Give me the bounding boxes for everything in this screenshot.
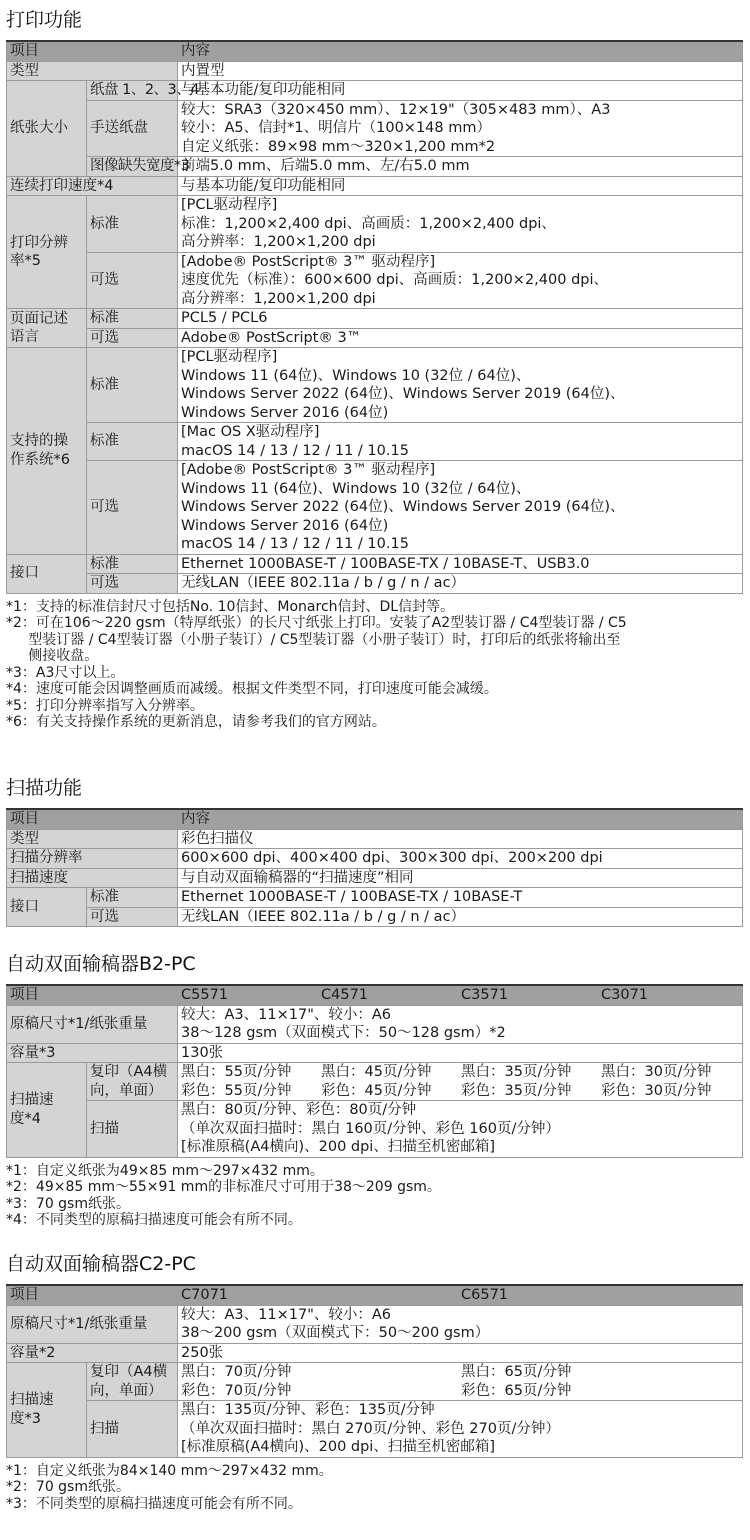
- row-label: 连续打印速度*4: [7, 176, 178, 196]
- scan-title: 扫描功能: [6, 777, 83, 799]
- print-title: 打印功能: [6, 9, 83, 31]
- sub-label: 图像缺失宽度*3: [87, 157, 178, 177]
- print-section: [6, 8, 743, 731]
- header-item: 项目: [7, 41, 178, 61]
- table-row: [7, 1005, 743, 1043]
- row-label: 支持的操 作系统*6: [7, 348, 87, 555]
- sub-label: 可选: [87, 252, 178, 309]
- row-value: PCL5 / PCL6: [178, 309, 743, 329]
- footnote: *3：A3尺寸以上。: [6, 664, 125, 681]
- c2-section: [6, 1252, 743, 1512]
- row-value: 较大：A3、11×17"、较小：A6 38～128 gsm（双面模式下：50～128 gsm）*2: [178, 1005, 743, 1043]
- row-value: 600×600 dpi、400×400 dpi、300×300 dpi、200×200 dpi: [178, 849, 743, 869]
- c2-title: 自动双面输稿器C2-PC: [6, 1253, 196, 1275]
- row-value: 前端5.0 mm、后端5.0 mm、左/右5.0 mm: [178, 157, 743, 177]
- table-row: [7, 252, 743, 309]
- footnote: *1：自定义纸张为84×140 mm～297×432 mm。: [6, 1462, 333, 1479]
- table-row: [7, 1343, 743, 1363]
- row-value: 黑白：135页/分钟、彩色：135页/分钟 （单次双面扫描时：黑白 270页/分钟、彩色 270页/分钟） [标准原稿(A4横向)、200 dpi、扫描至机密邮箱]: [178, 1401, 743, 1458]
- speed-value: 彩色：65页/分钟: [461, 1382, 572, 1399]
- footnote: *2：49×85 mm～55×91 mm的非标准尺寸可用于38～209 gsm。: [6, 1179, 441, 1195]
- row-label: 页面记述 语言: [7, 309, 87, 348]
- row-value: 与自动双面输稿器的“扫描速度”相同: [178, 868, 743, 888]
- table-row: [7, 100, 743, 157]
- sub-label: 可选: [87, 574, 178, 594]
- table-header-row: [7, 1285, 743, 1305]
- table-row: [7, 61, 743, 81]
- row-value: 无线LAN（IEEE 802.11a / b / g / n / ac）: [178, 907, 743, 927]
- table-row: [7, 176, 743, 196]
- table-row: [7, 348, 743, 423]
- copy-speed-values: [178, 1063, 743, 1101]
- table-row: [7, 829, 743, 849]
- header-item: 项目: [7, 1285, 178, 1305]
- table-header-row: [7, 985, 743, 1005]
- row-label: 类型: [7, 829, 178, 849]
- row-value: [PCL驱动程序] 标准：1,200×2,400 dpi、高画质：1,200×2,400 dpi、 高分辨率：1,200×1,200 dpi: [178, 196, 743, 253]
- speed-value: 黑白：35页/分钟: [461, 1064, 572, 1080]
- table-header-row: [7, 809, 743, 829]
- footnote: *2：可在106～220 gsm（特厚纸张）的长尺寸纸张上打印。安装了A2型装订器 / C4型装订器 / C5 型装订器 / C4型装订器（小册子装订）/ C5型装订器（小册子装订）时，打印后的纸张将输出至 侧接收盘。: [6, 615, 627, 664]
- table-row: [7, 328, 743, 348]
- table-row: [7, 309, 743, 329]
- table-row: [7, 1043, 743, 1063]
- table-row: [7, 423, 743, 461]
- row-label: 打印分辨 率*5: [7, 196, 87, 309]
- speed-value: 彩色：30页/分钟: [601, 1082, 712, 1099]
- row-value: 与基本功能/复印功能相同: [178, 176, 743, 196]
- row-value: [Adobe® PostScript® 3™ 驱动程序] Windows 11 (64位)、Windows 10 (32位 / 64位)、 Windows Server 2022 (64位)、Windows Server 2019 (64位)、 Windows Server 2016 (64位) macOS 14 / 13 / 12 / 11 / 10.15: [178, 461, 743, 555]
- row-value: 无线LAN（IEEE 802.11a / b / g / n / ac）: [178, 574, 743, 594]
- model-name: C3571: [461, 987, 509, 1003]
- copy-speed-values: [178, 1363, 743, 1401]
- footnote: *5：打印分辨率指写入分辨率。: [6, 697, 204, 714]
- table-row: [7, 81, 743, 101]
- model-name: C7071: [181, 1287, 229, 1303]
- speed-value: 黑白：55页/分钟: [181, 1064, 292, 1080]
- table-header-row: [7, 41, 743, 61]
- model-name: C4571: [321, 987, 369, 1003]
- row-value: Ethernet 1000BASE-T / 100BASE-TX / 10BASE-T、USB3.0: [178, 554, 743, 574]
- table-row: [7, 157, 743, 177]
- speed-value: 彩色：45页/分钟: [321, 1082, 432, 1099]
- row-label: 纸张大小: [7, 81, 87, 177]
- table-row: [7, 907, 743, 927]
- footnote: *3：不同类型的原稿扫描速度可能会有所不同。: [6, 1495, 302, 1512]
- table-row: [7, 1305, 743, 1343]
- row-value: 较大：A3、11×17"、较小：A6 38～200 gsm（双面模式下：50～200 gsm）: [178, 1305, 743, 1343]
- table-row: [7, 574, 743, 594]
- table-row: [7, 888, 743, 908]
- row-label: 扫描速 度*4: [7, 1063, 87, 1158]
- row-label: 扫描速度: [7, 868, 178, 888]
- b2-title: 自动双面输稿器B2-PC: [6, 953, 196, 975]
- row-label: 类型: [7, 61, 178, 81]
- header-content: 内容: [178, 41, 743, 61]
- footnote: *1：支持的标准信封尺寸包括No. 10信封、Monarch信封、DL信封等。: [6, 598, 455, 615]
- row-value: 彩色扫描仪: [178, 829, 743, 849]
- table-row: [7, 1401, 743, 1458]
- scan-section: [6, 776, 743, 927]
- sub-label: 纸盘 1、2、3、4: [87, 81, 178, 101]
- sub-label: 复印（A4横 向，单面）: [87, 1363, 178, 1401]
- sub-label: 扫描: [87, 1401, 178, 1458]
- row-value: 较大：SRA3（320×450 mm）、12×19"（305×483 mm）、A3 较小：A5、信封*1、明信片（100×148 mm） 自定义纸张：89×98 mm～320×1,200 mm*2: [178, 100, 743, 157]
- footnote: *4：速度可能会因调整画质而减缓。根据文件类型不同，打印速度可能会减缓。: [6, 681, 498, 697]
- sub-label: 标准: [87, 348, 178, 423]
- sub-label: 标准: [87, 196, 178, 253]
- speed-value: 黑白：30页/分钟: [601, 1064, 712, 1080]
- row-value: 与基本功能/复印功能相同: [178, 81, 743, 101]
- table-row: [7, 868, 743, 888]
- row-value: [Mac OS X驱动程序] macOS 14 / 13 / 12 / 11 / 10.15: [178, 423, 743, 461]
- sub-label: 标准: [87, 309, 178, 329]
- row-value: 250张: [178, 1343, 743, 1363]
- c2-table: [6, 1284, 743, 1458]
- row-label: 原稿尺寸*1/纸张重量: [7, 1005, 178, 1043]
- speed-value: 黑白：45页/分钟: [321, 1064, 432, 1080]
- table-row: [7, 1101, 743, 1158]
- print-table: [6, 40, 743, 594]
- model-name: C5571: [181, 987, 229, 1003]
- row-value: Ethernet 1000BASE-T / 100BASE-TX / 10BASE-T: [178, 888, 743, 908]
- c2-notes: [6, 1463, 743, 1513]
- footnote: *1：自定义纸张为49×85 mm～297×432 mm。: [6, 1162, 324, 1179]
- row-label: 接口: [7, 888, 87, 927]
- b2-table: [6, 984, 743, 1158]
- speed-value: 彩色：55页/分钟: [181, 1082, 292, 1099]
- row-value: [Adobe® PostScript® 3™ 驱动程序] 速度优先（标准）：600×600 dpi、高画质：1,200×2,400 dpi、 高分辨率：1,200×1,200 dpi: [178, 252, 743, 309]
- sub-label: 扫描: [87, 1101, 178, 1158]
- footnote: *6：有关支持操作系统的更新消息，请参考我们的官方网站。: [6, 714, 386, 730]
- row-label: 原稿尺寸*1/纸张重量: [7, 1305, 178, 1343]
- table-row: [7, 1063, 743, 1101]
- speed-value: 黑白：65页/分钟: [461, 1364, 572, 1380]
- header-models: [178, 1285, 743, 1305]
- sub-label: 可选: [87, 907, 178, 927]
- print-notes: [6, 599, 743, 731]
- speed-value: 黑白：70页/分钟: [181, 1364, 292, 1380]
- footnote: *2：70 gsm纸张。: [6, 1479, 130, 1495]
- speed-value: 彩色：35页/分钟: [461, 1082, 572, 1099]
- row-value: Adobe® PostScript® 3™: [178, 328, 743, 348]
- sub-label: 标准: [87, 888, 178, 908]
- scan-table: [6, 808, 743, 927]
- table-row: [7, 196, 743, 253]
- sub-label: 可选: [87, 461, 178, 555]
- table-row: [7, 849, 743, 869]
- row-label: 容量*3: [7, 1043, 178, 1063]
- row-value: 130张: [178, 1043, 743, 1063]
- sub-label: 标准: [87, 423, 178, 461]
- row-value: 内置型: [178, 61, 743, 81]
- table-row: [7, 1363, 743, 1401]
- row-value: 黑白：80页/分钟、彩色：80页/分钟 （单次双面扫描时：黑白 160页/分钟、彩色 160页/分钟） [标准原稿(A4横向)、200 dpi、扫描至机密邮箱]: [178, 1101, 743, 1158]
- sub-label: 可选: [87, 328, 178, 348]
- header-item: 项目: [7, 809, 178, 829]
- sub-label: 复印（A4横 向，单面）: [87, 1063, 178, 1101]
- header-models: [178, 985, 743, 1005]
- sub-label: 手送纸盘: [87, 100, 178, 157]
- header-content: 内容: [178, 809, 743, 829]
- table-row: [7, 554, 743, 574]
- speed-value: 彩色：70页/分钟: [181, 1382, 292, 1399]
- footnote: *4：不同类型的原稿扫描速度可能会有所不同。: [6, 1212, 302, 1228]
- row-label: 扫描速 度*3: [7, 1363, 87, 1458]
- row-label: 接口: [7, 554, 87, 593]
- row-value: [PCL驱动程序] Windows 11 (64位)、Windows 10 (32位 / 64位)、 Windows Server 2022 (64位)、Windows Server 2019 (64位)、 Windows Server 2016 (64位): [178, 348, 743, 423]
- sub-label: 标准: [87, 554, 178, 574]
- footnote: *3：70 gsm纸张。: [6, 1195, 130, 1212]
- table-row: [7, 461, 743, 555]
- row-label: 容量*2: [7, 1343, 178, 1363]
- model-name: C6571: [461, 1287, 509, 1303]
- header-item: 项目: [7, 985, 178, 1005]
- row-label: 扫描分辨率: [7, 849, 178, 869]
- model-name: C3071: [601, 987, 649, 1003]
- b2-notes: [6, 1163, 743, 1229]
- b2-section: [6, 952, 743, 1229]
